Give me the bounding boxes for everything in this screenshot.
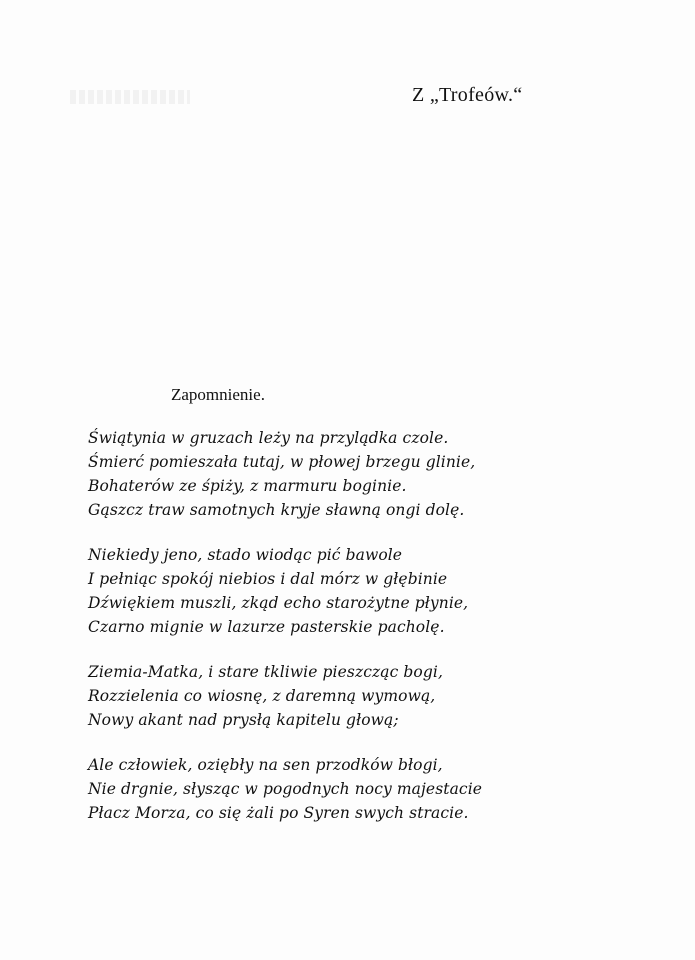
poem-line: I pełniąc spokój niebios i dal mórz w głębinie [88, 570, 448, 588]
poem-line: Śmierć pomieszała tutaj, w płowej brzegu glinie, [88, 453, 476, 471]
poem-line: Nie drgnie, słysząc w pogodnych nocy majestacie [88, 780, 483, 798]
stanza-1 [88, 426, 558, 522]
poem-line: Płacz Morza, co się żali po Syren swych stracie. [88, 804, 469, 822]
poem-line: Czarno mignie w lazurze pasterskie pacholę. [88, 618, 445, 636]
poem-line: Rozzielenia co wiosnę, z daremną wymową, [88, 687, 436, 705]
poem-line: Niekiedy jeno, stado wiodąc pić bawole [88, 546, 403, 564]
bleed-through-shadow [70, 90, 190, 104]
stanza-2 [88, 543, 558, 639]
poem-line: Ziemia-Matka, i stare tkliwie pieszcząc bogi, [88, 663, 443, 681]
poem-line: Dźwiękiem muszli, zkąd echo starożytne płynie, [88, 594, 469, 612]
poem-line: Gąszcz traw samotnych kryje sławną ongi dolę. [88, 501, 465, 519]
stanza-3 [88, 660, 558, 732]
stanza-4 [88, 753, 558, 825]
poem-body [88, 426, 558, 846]
poem-line: Świątynia w gruzach leży na przylądka czole. [88, 429, 449, 447]
page-header: Z „Trofeów.“ [412, 84, 523, 106]
poem-title: Zapomnienie. [171, 385, 265, 404]
poem-line: Ale człowiek, oziębły na sen przodków błogi, [88, 756, 443, 774]
poem-line: Nowy akant nad prysłą kapitelu głową; [88, 711, 399, 729]
poem-line: Bohaterów ze śpiży, z marmuru boginie. [88, 477, 407, 495]
